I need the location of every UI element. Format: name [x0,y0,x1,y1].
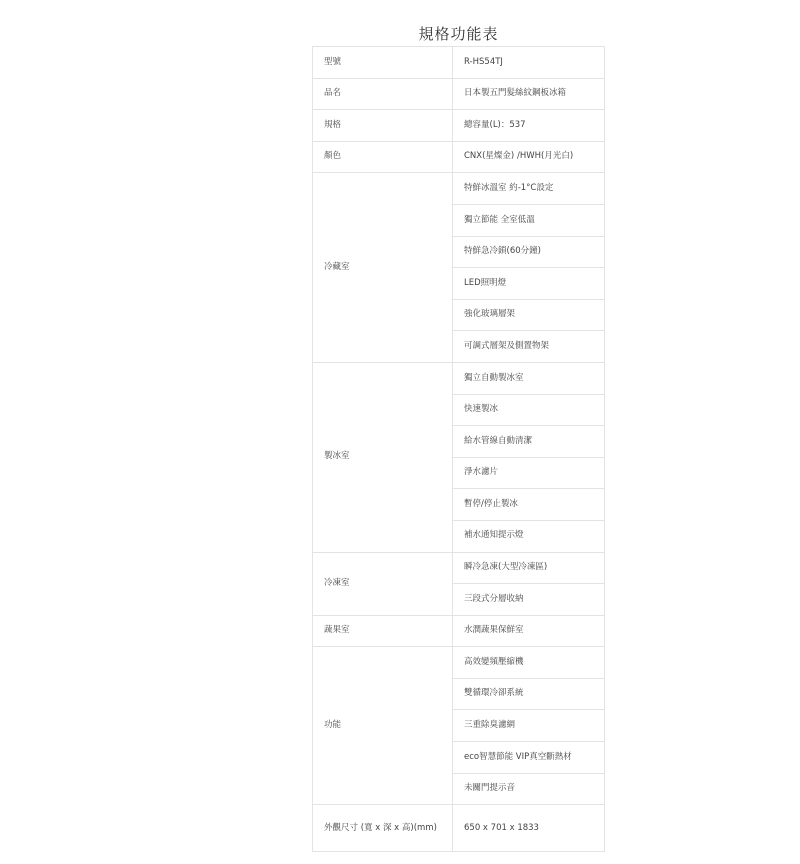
fridge-feature: 強化玻璃層架 [453,299,605,331]
table-row-dimensions [313,805,605,852]
ice-feature: 補水通知提示燈 [453,520,605,552]
fridge-label: 冷藏室 [313,173,453,363]
ice-feature: 暫停/停止製冰 [453,489,605,521]
spec-table-title: 規格功能表 [418,25,499,43]
model-value: R-HS54TJ [453,47,605,79]
table-row-model [313,47,605,79]
color-label: 顏色 [313,141,453,173]
color-value: CNX(星燦金) /HWH(月光白) [453,141,605,173]
fridge-feature: LED照明燈 [453,268,605,300]
vegetable-value: 水潤蔬果保鮮室 [453,615,605,647]
freezer-feature: 瞬冷急凍(大型冷凍區) [453,552,605,584]
table-row-vegetable [313,615,605,647]
spec-table [312,46,605,852]
fridge-feature: 獨立節能 全室低溫 [453,204,605,236]
ice-label: 製冰室 [313,362,453,552]
table-row-spec [313,110,605,142]
table-row-product-name [313,78,605,110]
ice-feature: 給水管線自動清潔 [453,426,605,458]
vegetable-label: 蔬果室 [313,615,453,647]
table-row-color [313,141,605,173]
ice-feature: 淨水濾片 [453,457,605,489]
features-item: 高效變頻壓縮機 [453,647,605,679]
product-name-label: 品名 [313,78,453,110]
freezer-label: 冷凍室 [313,552,453,615]
product-name-value: 日本製五門髮絲紋鋼板冰箱 [453,78,605,110]
dimensions-value: 650 x 701 x 1833 [453,805,605,852]
model-label: 型號 [313,47,453,79]
features-item: 未關門提示音 [453,773,605,805]
features-label: 功能 [313,647,453,805]
ice-feature: 獨立自動製冰室 [453,362,605,394]
features-item: 雙循環冷卻系統 [453,678,605,710]
spec-label: 規格 [313,110,453,142]
table-row-ice [313,362,605,394]
features-item: eco智慧節能 VIP真空斷熱材 [453,742,605,774]
table-row-fridge [313,173,605,205]
fridge-feature: 特鮮急冷鎖(60分鐘) [453,236,605,268]
fridge-feature: 可調式層架及側置物架 [453,331,605,363]
table-row-freezer [313,552,605,584]
fridge-feature: 特鮮冰溫室 約-1°C設定 [453,173,605,205]
spec-value: 總容量(L)：537 [453,110,605,142]
features-item: 三重除臭濾網 [453,710,605,742]
dimensions-label: 外觀尺寸 (寬 x 深 x 高)(mm) [313,805,453,852]
ice-feature: 快速製冰 [453,394,605,426]
table-row-features [313,647,605,679]
freezer-feature: 三段式分層收納 [453,584,605,616]
